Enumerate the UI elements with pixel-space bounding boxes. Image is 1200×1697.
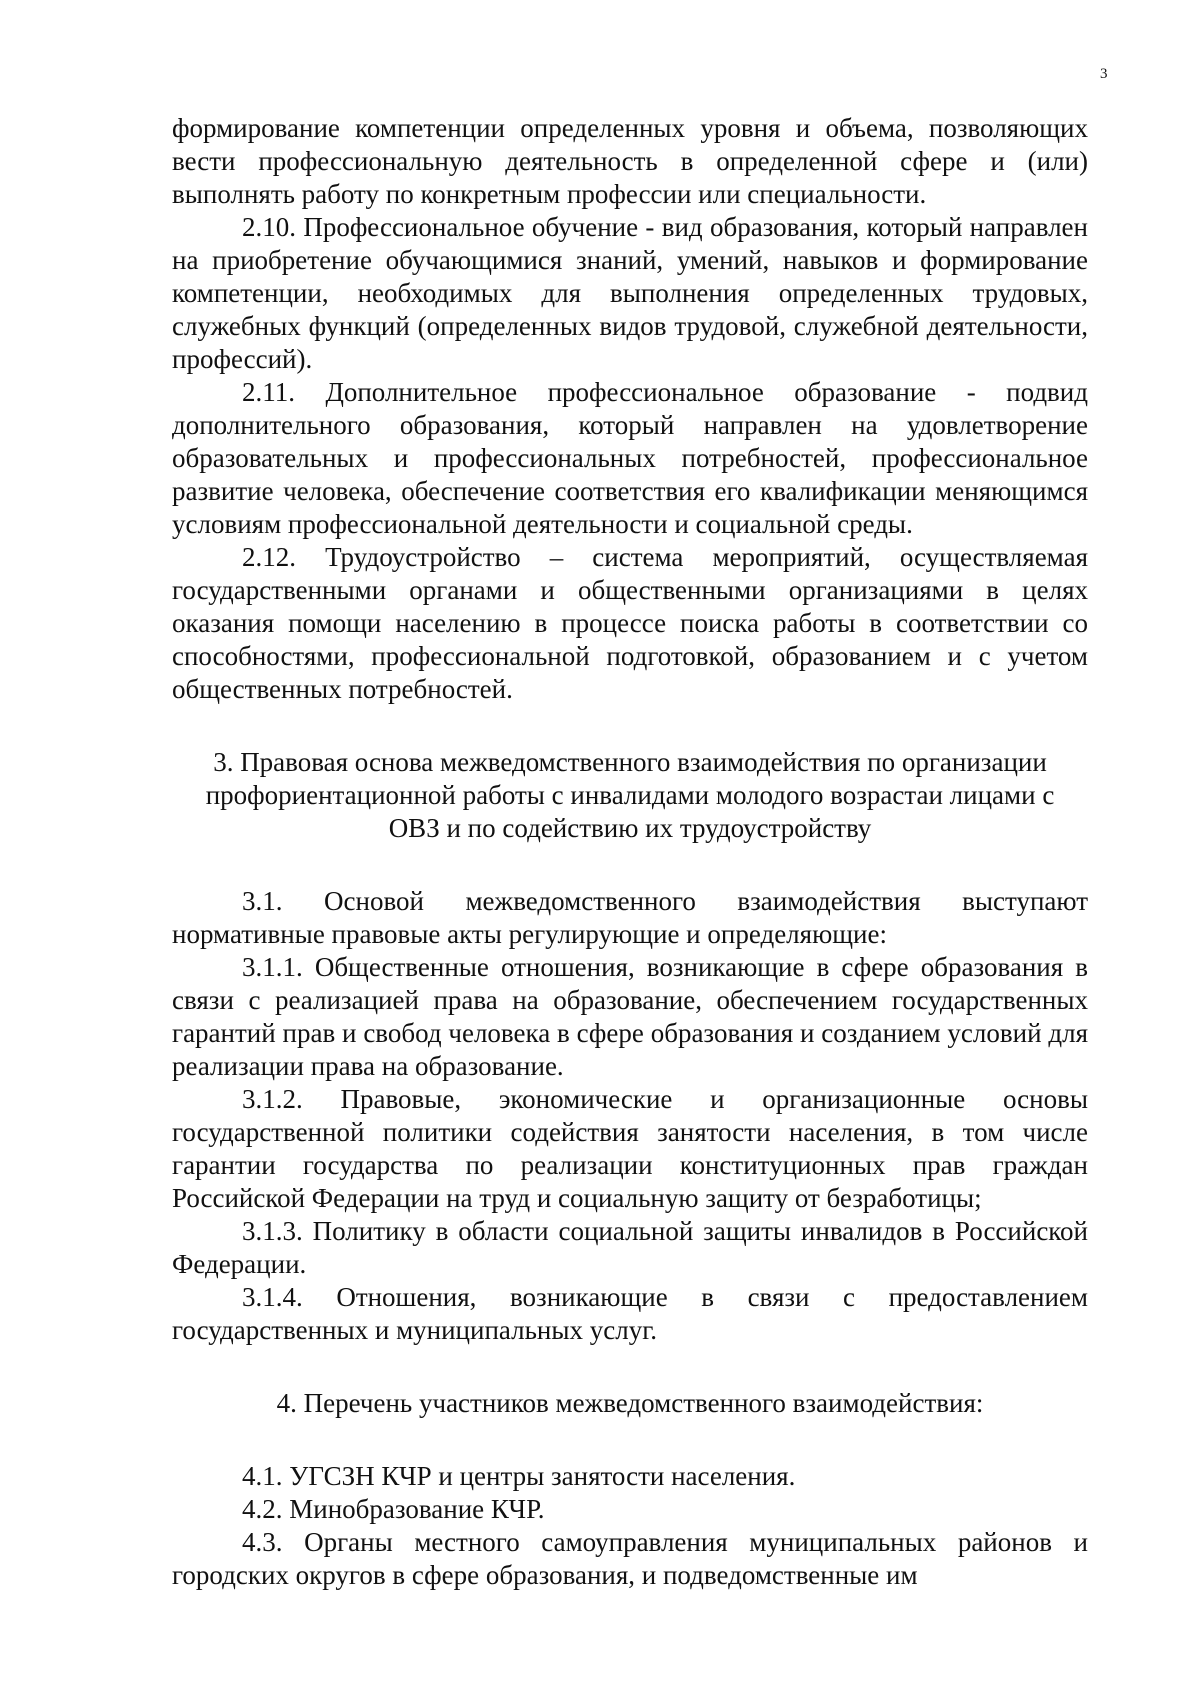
paragraph-3-1-4: 3.1.4. Отношения, возникающие в связи с предоставлением государственных и муниципальных услуг. xyxy=(172,1282,1088,1345)
page-number: 3 xyxy=(1100,66,1108,82)
section-4-heading: 4. Перечень участников межведомственного взаимодействия: xyxy=(276,1388,984,1418)
paragraph-2-10: 2.10. Профессиональное обучение - вид образования, который направлен на приобретение обучающимися знаний, умений, навыков и формирование компетенции, необходимых для выполнения определенных трудовых, служебных функций (определенных видов трудовой, служебной деятельности, профессий). xyxy=(172,212,1088,374)
paragraph-continuation: формирование компетенции определенных уровня и объема, позволяющих вести профессиональную деятельность в определенной сфере и (или) выполнять работу по конкретным профессии или специальности. xyxy=(172,113,1088,209)
paragraph-4-3: 4.3. Органы местного самоуправления муниципальных районов и городских округов в сфере образования, и подведомственные им xyxy=(172,1527,1088,1590)
paragraph-3-1-2: 3.1.2. Правовые, экономические и организационные основы государственной политики содействия занятости населения, в том числе гарантии государства по реализации конституционных прав граждан Российской Федерации на труд и социальную защиту от безработицы; xyxy=(172,1084,1088,1213)
paragraph-3-1: 3.1. Основой межведомственного взаимодействия выступают нормативные правовые акты регулирующие и определяющие: xyxy=(172,886,1088,949)
section-3-heading: 3. Правовая основа межведомственного взаимодействия по организации профориентационной работы с инвалидами молодого возрастаи лицами с ОВЗ и по содействию их трудоустройству xyxy=(205,747,1055,843)
document-body xyxy=(172,112,1088,1592)
paragraph-2-12: 2.12. Трудоустройство – система мероприятий, осуществляемая государственными органами и общественными организациями в целях оказания помощи населению в процессе поиска работы в соответствии со способностями, профессиональной подготовкой, образованием и с учетом общественных потребностей. xyxy=(172,542,1088,704)
paragraph-4-2: 4.2. Минобразование КЧР. xyxy=(242,1494,545,1524)
paragraph-4-1: 4.1. УГСЗН КЧР и центры занятости населения. xyxy=(242,1461,796,1491)
paragraph-2-11: 2.11. Дополнительное профессиональное образование - подвид дополнительного образования, который направлен на удовлетворение образовательных и профессиональных потребностей, профессиональное развитие человека, обеспечение соответствия его квалификации меняющимся условиям профессиональной деятельности и социальной среды. xyxy=(172,377,1088,539)
paragraph-3-1-1: 3.1.1. Общественные отношения, возникающие в сфере образования в связи с реализацией права на образование, обеспечением государственных гарантий прав и свобод человека в сфере образования и созданием условий для реализации права на образование. xyxy=(172,952,1088,1081)
paragraph-3-1-3: 3.1.3. Политику в области социальной защиты инвалидов в Российской Федерации. xyxy=(172,1216,1088,1279)
